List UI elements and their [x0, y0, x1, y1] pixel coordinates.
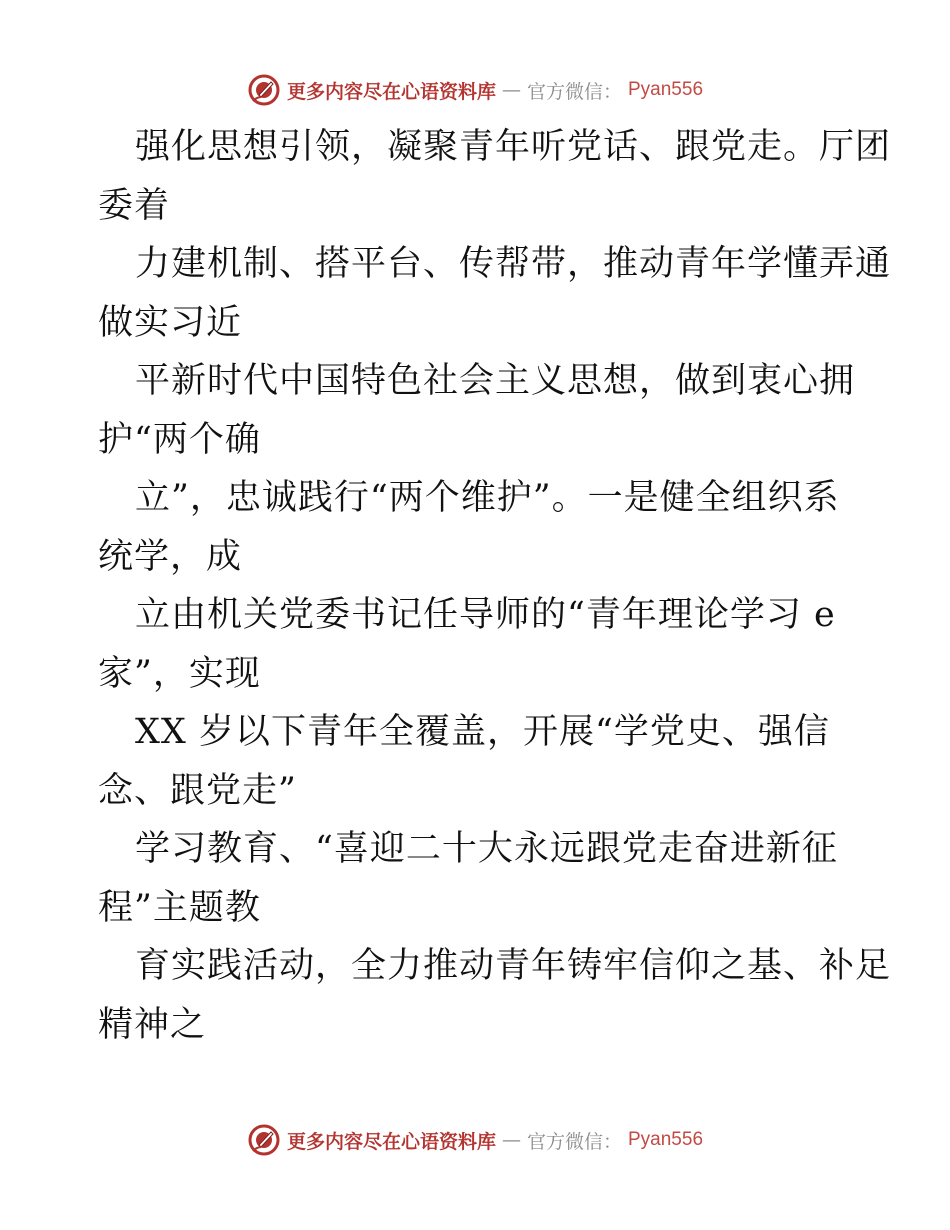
body-line: 平新时代中国特色社会主义思想，做到衷心拥: [135, 361, 856, 401]
watermark-suffix: 官方微信：: [526, 80, 622, 103]
body-line: 精神之: [98, 1004, 207, 1045]
logo-seal-icon: [247, 73, 281, 107]
body-line: 委着: [98, 185, 171, 226]
watermark-handle: Pyan556: [628, 1129, 704, 1150]
body-line: 家”，实现: [98, 653, 261, 694]
watermark-text: 更多内容尽在心语资料库: [286, 1130, 496, 1153]
watermark-text: 更多内容尽在心语资料库: [286, 80, 496, 103]
body-line: XX 岁以下青年全覆盖，开展“学党史、强信: [135, 712, 830, 752]
body-line: 统学，成: [98, 536, 243, 577]
watermark-separator: —: [501, 79, 521, 101]
body-line: 做实习近: [98, 302, 243, 343]
logo-seal-icon: [247, 1123, 281, 1157]
footer-watermark: [0, 1120, 950, 1160]
body-line: 念、跟党走”: [98, 770, 297, 811]
watermark-separator: —: [501, 1129, 521, 1151]
body-line: 立由机关党委书记任导师的“青年理论学习 e: [135, 595, 836, 635]
body-line: 育实践活动，全力推动青年铸牢信仰之基、补足: [135, 946, 892, 986]
body-line: 程”主题教: [98, 887, 261, 928]
watermark-suffix: 官方微信：: [526, 1130, 622, 1153]
body-line: 护“两个确: [98, 419, 261, 460]
body-line: 力建机制、搭平台、传帮带，推动青年学懂弄通: [135, 244, 892, 284]
document-body: [98, 118, 892, 1054]
body-line: 学习教育、“喜迎二十大永远跟党走奋进新征: [135, 829, 838, 869]
body-line: 立”，忠诚践行“两个维护”。一是健全组织系: [135, 478, 840, 518]
header-watermark: [0, 70, 950, 110]
body-line: 强化思想引领，凝聚青年听党话、跟党走。厅团: [135, 127, 892, 167]
watermark-handle: Pyan556: [628, 79, 704, 100]
